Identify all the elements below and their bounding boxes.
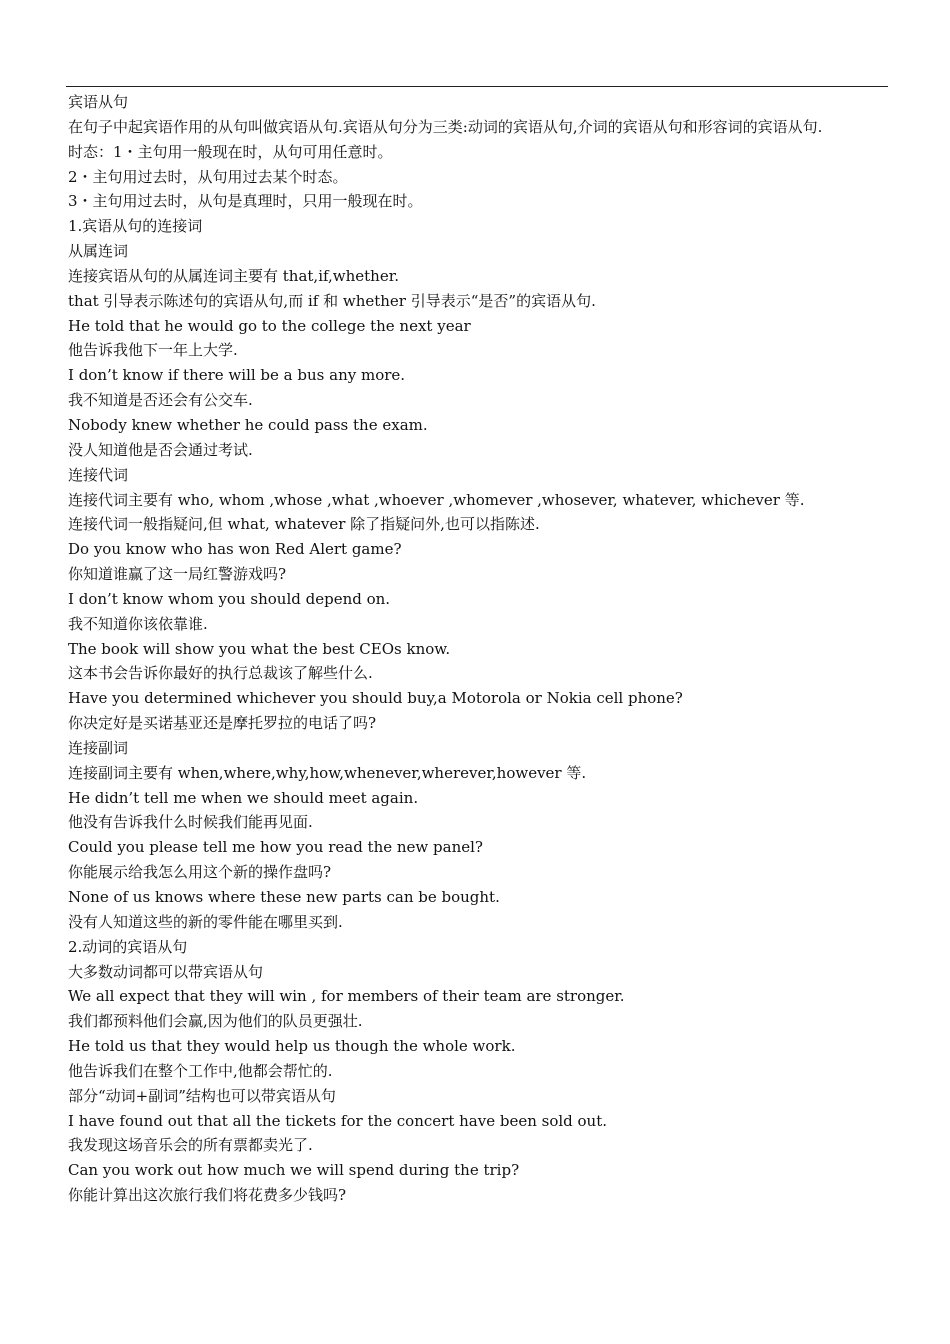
example-translation: 他告诉我们在整个工作中,他都会帮忙的. (68, 1061, 333, 1080)
subsection-heading: 连接代词 (68, 465, 129, 484)
example-translation: 你能计算出这次旅行我们将花费多少钱吗? (68, 1186, 347, 1205)
example-sentence: We all expect that they will win , for members of their team are stronger. (68, 987, 625, 1006)
example-sentence: Nobody knew whether he could pass the exam. (68, 415, 428, 434)
text-line: that 引导表示陈述句的宾语从句,而 if 和 whether 引导表示“是否”的宾语从句. (68, 291, 596, 310)
example-sentence: He didn’t tell me when we should meet again. (68, 788, 419, 807)
example-sentence: He told that he would go to the college the next year (68, 316, 471, 335)
section-heading: 1.宾语从句的连接词 (68, 217, 203, 236)
example-sentence: I have found out that all the tickets for the concert have been sold out. (68, 1111, 608, 1130)
example-sentence: Could you please tell me how you read the new panel? (68, 838, 483, 857)
document-body (68, 90, 888, 1208)
definition-paragraph: 在句子中起宾语作用的从句叫做宾语从句.宾语从句分为三类:动词的宾语从句,介词的宾语从句和形容词的宾语从句. (68, 117, 823, 136)
text-line: 大多数动词都可以带宾语从句 (68, 962, 264, 981)
example-translation: 我发现这场音乐会的所有票都卖光了. (68, 1136, 313, 1155)
text-line: 部分“动词+副词”结构也可以带宾语从句 (68, 1086, 336, 1105)
text-line: 2・主句用过去时，从句用过去某个时态。 (68, 167, 348, 186)
example-translation: 没有人知道这些的新的零件能在哪里买到. (68, 912, 343, 931)
example-sentence: Do you know who has won Red Alert game? (68, 540, 402, 559)
example-translation: 他告诉我他下一年上大学. (68, 341, 238, 360)
example-sentence: Have you determined whichever you should buy,a Motorola or Nokia cell phone? (68, 689, 683, 708)
subsection-heading: 连接副词 (68, 738, 129, 757)
example-translation: 我不知道你该依靠谁. (68, 614, 208, 633)
example-translation: 没人知道他是否会通过考试. (68, 440, 253, 459)
example-translation: 我不知道是否还会有公交车. (68, 391, 253, 410)
example-translation: 你知道谁赢了这一局红警游戏吗? (68, 565, 287, 584)
example-sentence: None of us knows where these new parts can be bought. (68, 888, 500, 906)
section-heading: 2.动词的宾语从句 (68, 937, 188, 956)
example-sentence: He told us that they would help us though the whole work. (68, 1037, 516, 1056)
subsection-heading: 从属连词 (68, 242, 129, 261)
example-sentence: I don’t know if there will be a bus any more. (68, 366, 406, 385)
text-line: 连接宾语从句的从属连词主要有 that,if,whether. (68, 266, 400, 285)
example-translation: 他没有告诉我什么时候我们能再见面. (68, 813, 313, 832)
text-line: 3・主句用过去时，从句是真理时，只用一般现在时。 (68, 192, 423, 211)
example-translation: 你决定好是买诺基亚还是摩托罗拉的电话了吗? (68, 714, 377, 733)
example-sentence: The book will show you what the best CEOs know. (68, 639, 451, 658)
example-translation: 我们都预料他们会赢,因为他们的队员更强壮. (68, 1012, 363, 1031)
text-line: 连接代词主要有 who, whom ,whose ,what ,whoever ,whomever ,whosever, whatever, whichever 等. (68, 490, 805, 509)
header-rule (66, 86, 888, 87)
example-sentence: Can you work out how much we will spend during the trip? (68, 1161, 520, 1180)
example-translation: 这本书会告诉你最好的执行总裁该了解些什么. (68, 664, 373, 683)
example-translation: 你能展示给我怎么用这个新的操作盘吗? (68, 863, 332, 882)
text-line: 连接副词主要有 when,where,why,how,whenever,wherever,however 等. (68, 763, 587, 782)
text-line: 连接代词一般指疑问,但 what, whatever 除了指疑问外,也可以指陈述. (68, 515, 540, 534)
text-line: 时态：1・主句用一般现在时，从句可用任意时。 (68, 142, 393, 161)
example-sentence: I don’t know whom you should depend on. (68, 589, 391, 608)
doc-title: 宾语从句 (68, 93, 129, 111)
